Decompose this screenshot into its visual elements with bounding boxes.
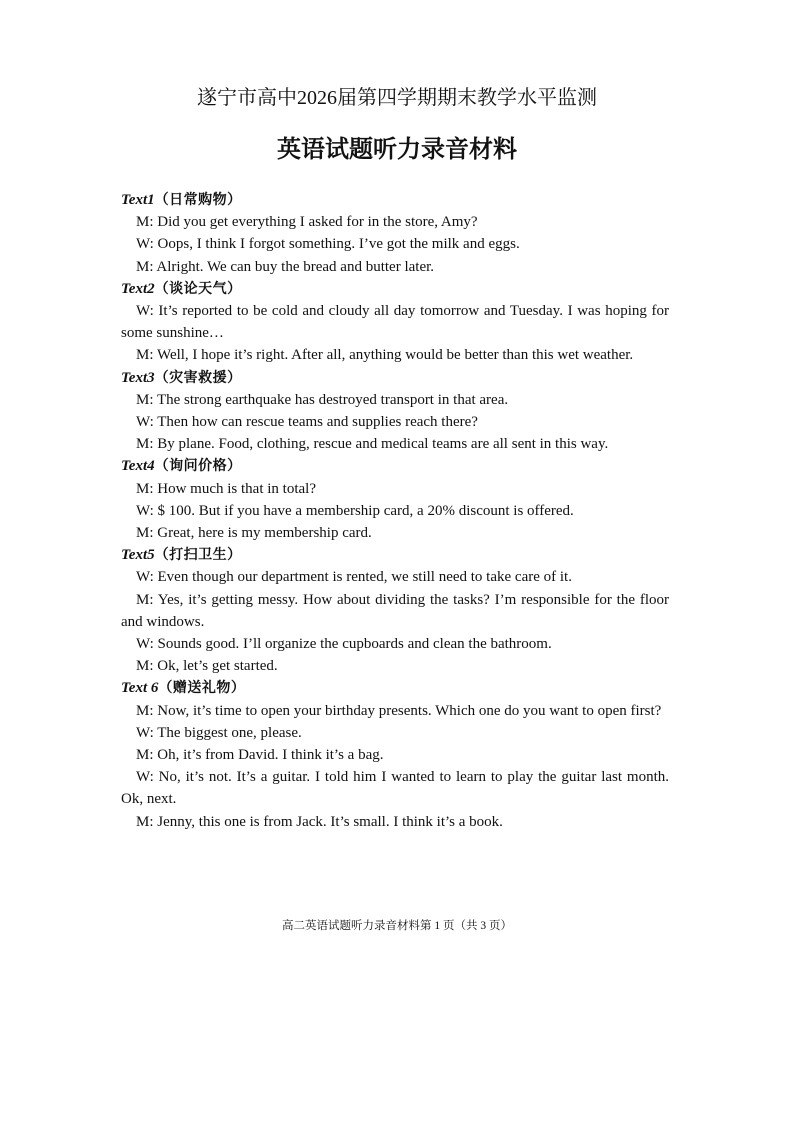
transcript-content bbox=[121, 189, 669, 833]
dialogue-line: W: The biggest one, please. bbox=[136, 724, 302, 741]
section-label: Text2 bbox=[121, 280, 155, 297]
transcript-section-6 bbox=[121, 677, 669, 832]
section-heading bbox=[121, 677, 669, 699]
section-heading bbox=[121, 544, 669, 566]
dialogue-line: W: Oops, I think I forgot something. I’ve got the milk and eggs. bbox=[136, 236, 520, 253]
section-label: Text4 bbox=[121, 458, 155, 475]
dialogue-line: W: Sounds good. I’ll organize the cupboards and clean the bathroom. bbox=[136, 636, 552, 653]
section-label: Text1 bbox=[121, 192, 155, 208]
dialogue-line: M: Well, I hope it’s right. After all, anything would be better than this wet weather. bbox=[136, 347, 634, 364]
section-topic: （询问价格） bbox=[154, 458, 242, 475]
dialogue-line: W: $ 100. But if you have a membership card, a 20% discount is offered. bbox=[136, 502, 574, 519]
section-heading bbox=[121, 189, 669, 211]
dialogue-line: M: Did you get everything I asked for in the store, Amy? bbox=[136, 214, 478, 231]
transcript-section-5 bbox=[121, 544, 669, 677]
dialogue-line: M: Jenny, this one is from Jack. It’s small. I think it’s a book. bbox=[136, 813, 503, 830]
transcript-section-2 bbox=[121, 278, 669, 367]
section-heading bbox=[121, 278, 669, 300]
dialogue-line: M: The strong earthquake has destroyed transport in that area. bbox=[136, 391, 509, 408]
transcript-section-1 bbox=[121, 189, 669, 278]
section-label: Text 6 bbox=[121, 680, 159, 697]
section-label: Text5 bbox=[121, 547, 155, 564]
document-title: 英语试题听力录音材料 bbox=[277, 137, 517, 163]
dialogue-line: M: Alright. We can buy the bread and butter later. bbox=[136, 258, 435, 275]
dialogue-line: M: By plane. Food, clothing, rescue and medical teams are all sent in this way. bbox=[136, 436, 609, 453]
dialogue-line: W: It’s reported to be cold and cloudy all day tomorrow and Tuesday. I was hoping for some sunshine… bbox=[121, 303, 669, 342]
dialogue-line: M: Ok, let’s get started. bbox=[136, 658, 278, 675]
dialogue-line: M: Now, it’s time to open your birthday presents. Which one do you want to open first? bbox=[136, 702, 662, 719]
dialogue-line: M: Great, here is my membership card. bbox=[136, 525, 372, 542]
section-topic: （日常购物） bbox=[154, 192, 242, 208]
transcript-section-3 bbox=[121, 367, 669, 456]
dialogue-line: W: No, it’s not. It’s a guitar. I told him I wanted to learn to play the guitar last month. Ok, next. bbox=[121, 769, 669, 808]
section-topic: （赠送礼物） bbox=[158, 680, 246, 697]
dialogue-line: M: How much is that in total? bbox=[136, 480, 316, 497]
section-heading bbox=[121, 455, 669, 477]
dialogue-line: M: Oh, it’s from David. I think it’s a bag. bbox=[136, 747, 384, 764]
section-label: Text3 bbox=[121, 369, 155, 386]
dialogue-line: W: Even though our department is rented, we still need to take care of it. bbox=[136, 569, 572, 586]
transcript-section-4 bbox=[121, 455, 669, 544]
page-footer: 高二英语试题听力录音材料第 1 页（共 3 页） bbox=[282, 920, 512, 932]
section-heading bbox=[121, 367, 669, 389]
section-topic: （灾害救援） bbox=[154, 369, 242, 386]
section-topic: （谈论天气） bbox=[154, 280, 242, 297]
dialogue-line: W: Then how can rescue teams and supplies reach there? bbox=[136, 414, 478, 431]
exam-title: 遂宁市高中2026届第四学期期末教学水平监测 bbox=[197, 87, 597, 109]
section-topic: （打扫卫生） bbox=[154, 547, 242, 564]
dialogue-line: M: Yes, it’s getting messy. How about dividing the tasks? I’m responsible for the floor and windows. bbox=[121, 591, 669, 630]
